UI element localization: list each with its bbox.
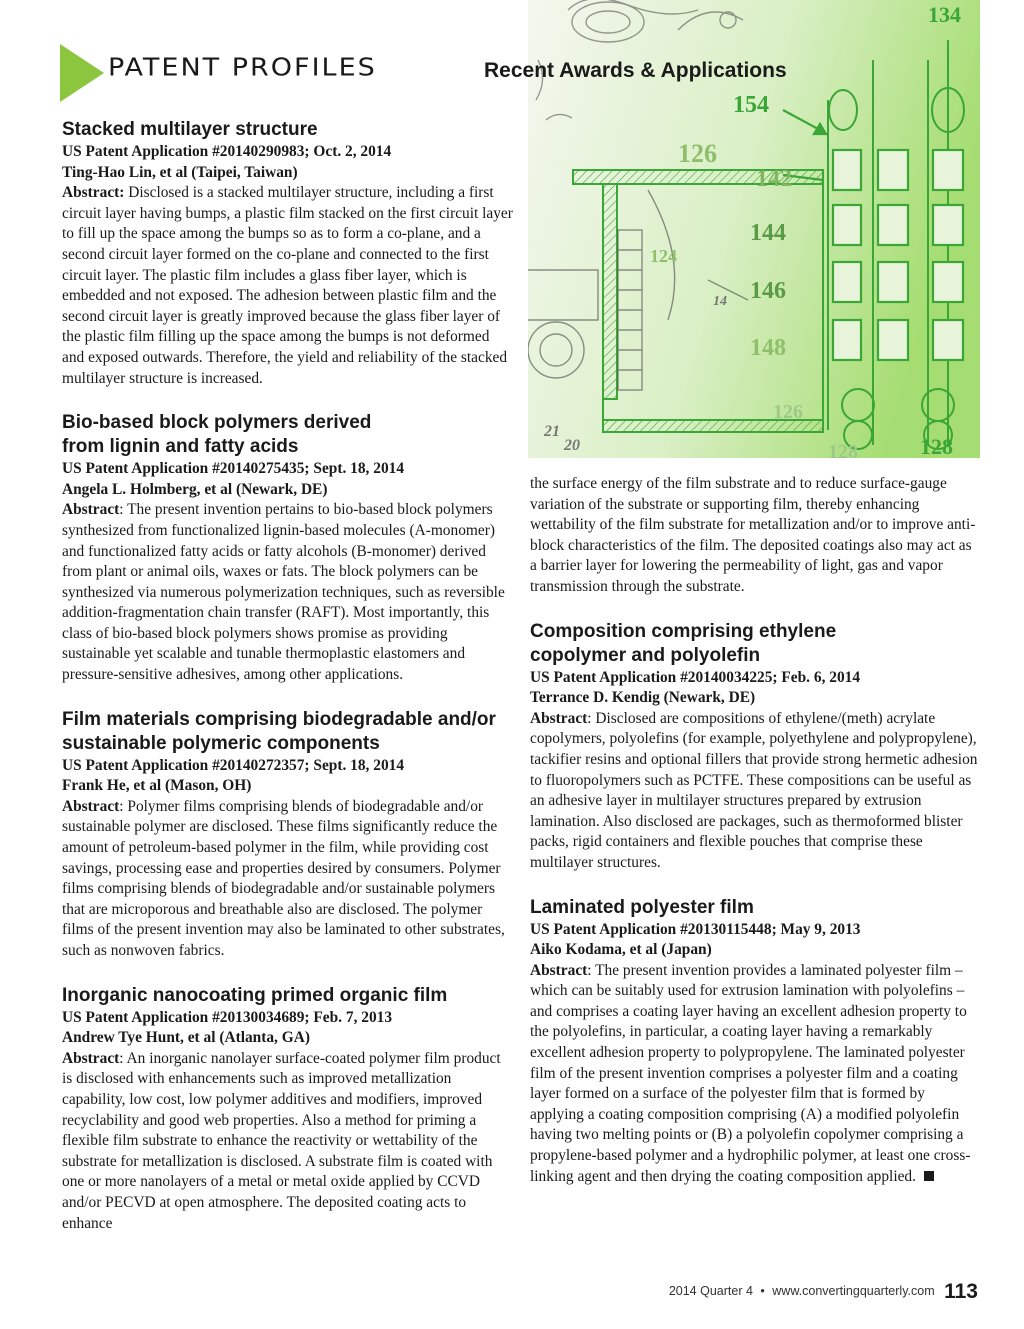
website-link[interactable]: www.convertingquarterly.com bbox=[772, 1284, 935, 1298]
abstract-text: : The present invention provides a laminated polyester film – which can be suitably used for extrusion lamination with polyolefins – and comprises a coating layer having an excellent adhesion property to the polyolefins, in particular, a coating layer having a remarkably excellent adhesion property to polypropylene. The laminated polyester film of the present invention comprises a polyester film and a coating layer formed on a surface of the polyester film that is formed by applying a coating composition comprising (A) a modified polyolefin having two melting points or (B) a polyolefin copolymer comprising a propylene-based polymer and a hydrophilic polymer, at least one cross-linking agent and then drying the coating composition applied. bbox=[530, 961, 971, 1185]
patent-entry bbox=[530, 896, 982, 1188]
drawing-label: 146 bbox=[750, 278, 786, 304]
page-footer bbox=[669, 1280, 978, 1304]
section-subtitle: Recent Awards & Applications bbox=[484, 59, 787, 82]
drawing-label: 128 bbox=[920, 434, 953, 458]
patent-abstract bbox=[62, 500, 514, 685]
patent-entry bbox=[62, 411, 514, 686]
issue-label: 2014 Quarter 4 bbox=[668, 1284, 753, 1298]
patent-title: Bio-based block polymers derived from lignin and fatty acids bbox=[62, 412, 372, 458]
patent-title: Laminated polyester film bbox=[530, 896, 754, 918]
drawing-label: 128 bbox=[828, 441, 858, 458]
patent-entry bbox=[62, 984, 514, 1235]
abstract-label: Abstract bbox=[62, 797, 120, 815]
patent-application-number: US Patent Application #20140272357; Sept. 18, 2014 bbox=[62, 756, 405, 774]
left-column bbox=[62, 118, 514, 1256]
abstract-label: Abstract bbox=[530, 709, 588, 727]
patent-inventors: Ting-Hao Lin, et al (Taipei, Taiwan) bbox=[62, 163, 298, 181]
right-column bbox=[530, 474, 982, 1209]
drawing-label: 148 bbox=[750, 335, 786, 361]
abstract-label: Abstract bbox=[530, 961, 588, 979]
patent-title: Stacked multilayer structure bbox=[62, 119, 318, 140]
drawing-label: 14 bbox=[713, 294, 727, 309]
patent-inventors: Aiko Kodama, et al (Japan) bbox=[530, 941, 712, 959]
page-number: 113 bbox=[944, 1280, 978, 1303]
section-kicker: PATENT PROFILES bbox=[108, 53, 377, 82]
abstract-continuation: the surface energy of the film substrate and to reduce surface-gauge variation of the substrate or supporting film, thereby enhancing wettability of the film substrate for metallization and/or to improve anti-block characteristics of the film. The deposited coatings also may act as a barrier layer for lowering the permeability of light, gas and vapor transmission through the substrate. bbox=[530, 475, 976, 595]
drawing-label: 134 bbox=[928, 2, 961, 27]
patent-inventors: Andrew Tye Hunt, et al (Atlanta, GA) bbox=[62, 1029, 310, 1047]
patent-title: Inorganic nanocoating primed organic film bbox=[62, 984, 448, 1006]
patent-abstract bbox=[530, 709, 982, 874]
abstract-label: Abstract: bbox=[62, 184, 125, 202]
patent-inventors: Frank He, et al (Mason, OH) bbox=[62, 777, 252, 795]
drawing-label: 126 bbox=[678, 139, 717, 168]
patent-title: Film materials comprising biodegradable and/or sustainable polymeric components bbox=[62, 708, 496, 754]
abstract-text: : An inorganic nanolayer surface-coated polymer film product is disclosed with enhancements such as improved metallization capability, low cost, low polymer additives and modifiers, improved recyclability and good web properties. Also a method for priming a flexible film substrate to enhance the reactivity or wettability of the substrate for metallization is disclosed. A substrate film is coated with one or more nanolayers of a metal or metal oxide applied by CCVD and/or PECVD at open atmosphere. The deposited coating acts to enhance bbox=[62, 1049, 501, 1232]
abstract-text: : The present invention pertains to bio-based block polymers synthesized from functionalized lignin-based molecules (A-monomer) and functionalized fatty acids or fatty alcohols (B-monomer) derived from plant or animal oils, waxes or fats. The block polymers can be synthesized via numerous polymerization techniques, such as reversible addition-fragmentation chain transfer (RAFT). Most importantly, this class of bio-based block polymers shows promise as providing sustainable yet scalable and tunable thermoplastic elastomers and pressure-sensitive adhesives, among other applications. bbox=[62, 501, 505, 684]
patent-inventors: Angela L. Holmberg, et al (Newark, DE) bbox=[62, 480, 328, 498]
patent-abstract bbox=[62, 183, 514, 389]
drawing-label: 21 bbox=[544, 423, 560, 440]
abstract-text: Disclosed is a stacked multilayer structure, including a first circuit layer having bumps, a plastic film stacked on the first circuit layer to fill up the space among the bumps so as to form a co-plane, and a second circuit layer formed on the co-plane and connected to the first circuit layer. The plastic film includes a glass fiber layer, which is embedded and not exposed. The adhesion between plastic film and the second circuit layer is greatly improved because the glass fiber layer of the plastic film filling up the space among the bumps is not deformed and exposed outwards. Therefore, the yield and reliability of the stacked multilayer structure is increased. bbox=[62, 184, 513, 387]
drawing-label: 142 bbox=[756, 166, 792, 192]
patent-application-number: US Patent Application #20140290983; Oct. 2, 2014 bbox=[62, 143, 392, 160]
patent-abstract bbox=[530, 961, 982, 1188]
end-of-article-square-icon bbox=[924, 1171, 934, 1181]
patent-entry bbox=[530, 620, 982, 874]
abstract-label: Abstract bbox=[62, 1049, 120, 1067]
drawing-label: 154 bbox=[733, 92, 769, 118]
drawing-label: 144 bbox=[750, 220, 786, 246]
bullet-separator: • bbox=[760, 1284, 765, 1298]
section-header bbox=[60, 44, 820, 102]
abstract-text: : Polymer films comprising blends of biodegradable and/or sustainable polymer are disclosed. These films significantly reduce the amount of petroleum-based polymer in the film, while providing cost savings, processing ease and properties desired by consumers. Polymer films comprising blends of biodegradable and/or sustainable polymers that are microporous and breathable also are disclosed. The polymer films of the present invention may also be laminated to other substrates, such as nonwoven fabrics. bbox=[62, 797, 505, 959]
patent-application-number: US Patent Application #20140275435; Sept. 18, 2014 bbox=[62, 460, 405, 478]
play-arrow-icon bbox=[60, 44, 104, 102]
patent-abstract bbox=[62, 1049, 514, 1234]
drawing-label: 126 bbox=[773, 401, 803, 423]
abstract-label: Abstract bbox=[62, 501, 120, 519]
patent-application-number: US Patent Application #20130115448; May 9, 2013 bbox=[530, 920, 861, 938]
patent-application-number: US Patent Application #20140034225; Feb. 6, 2014 bbox=[530, 668, 861, 686]
patent-application-number: US Patent Application #20130034689; Feb. 7, 2013 bbox=[62, 1008, 393, 1026]
patent-title: Composition comprising ethylene copolymer and polyolefin bbox=[530, 620, 837, 666]
patent-inventors: Terrance D. Kendig (Newark, DE) bbox=[530, 689, 756, 707]
patent-entry bbox=[62, 708, 514, 962]
patent-entry bbox=[62, 118, 514, 389]
drawing-label: 124 bbox=[650, 246, 677, 266]
abstract-text: : Disclosed are compositions of ethylene/(meth) acrylate copolymers, polyolefins (for example, polyethylene and polypropylene), tackifier resins and optional fillers that provide strong hermetic adhesion to fluoropolymers such as PCTFE. These compositions can be useful as an adhesive layer in multilayer structures prepared by extrusion lamination. Also disclosed are packages, such as thermoformed blister packs, rigid containers and flexible pouches that comprise these multilayer structures. bbox=[530, 709, 978, 871]
patent-abstract bbox=[62, 797, 514, 962]
drawing-label: 20 bbox=[564, 437, 580, 454]
